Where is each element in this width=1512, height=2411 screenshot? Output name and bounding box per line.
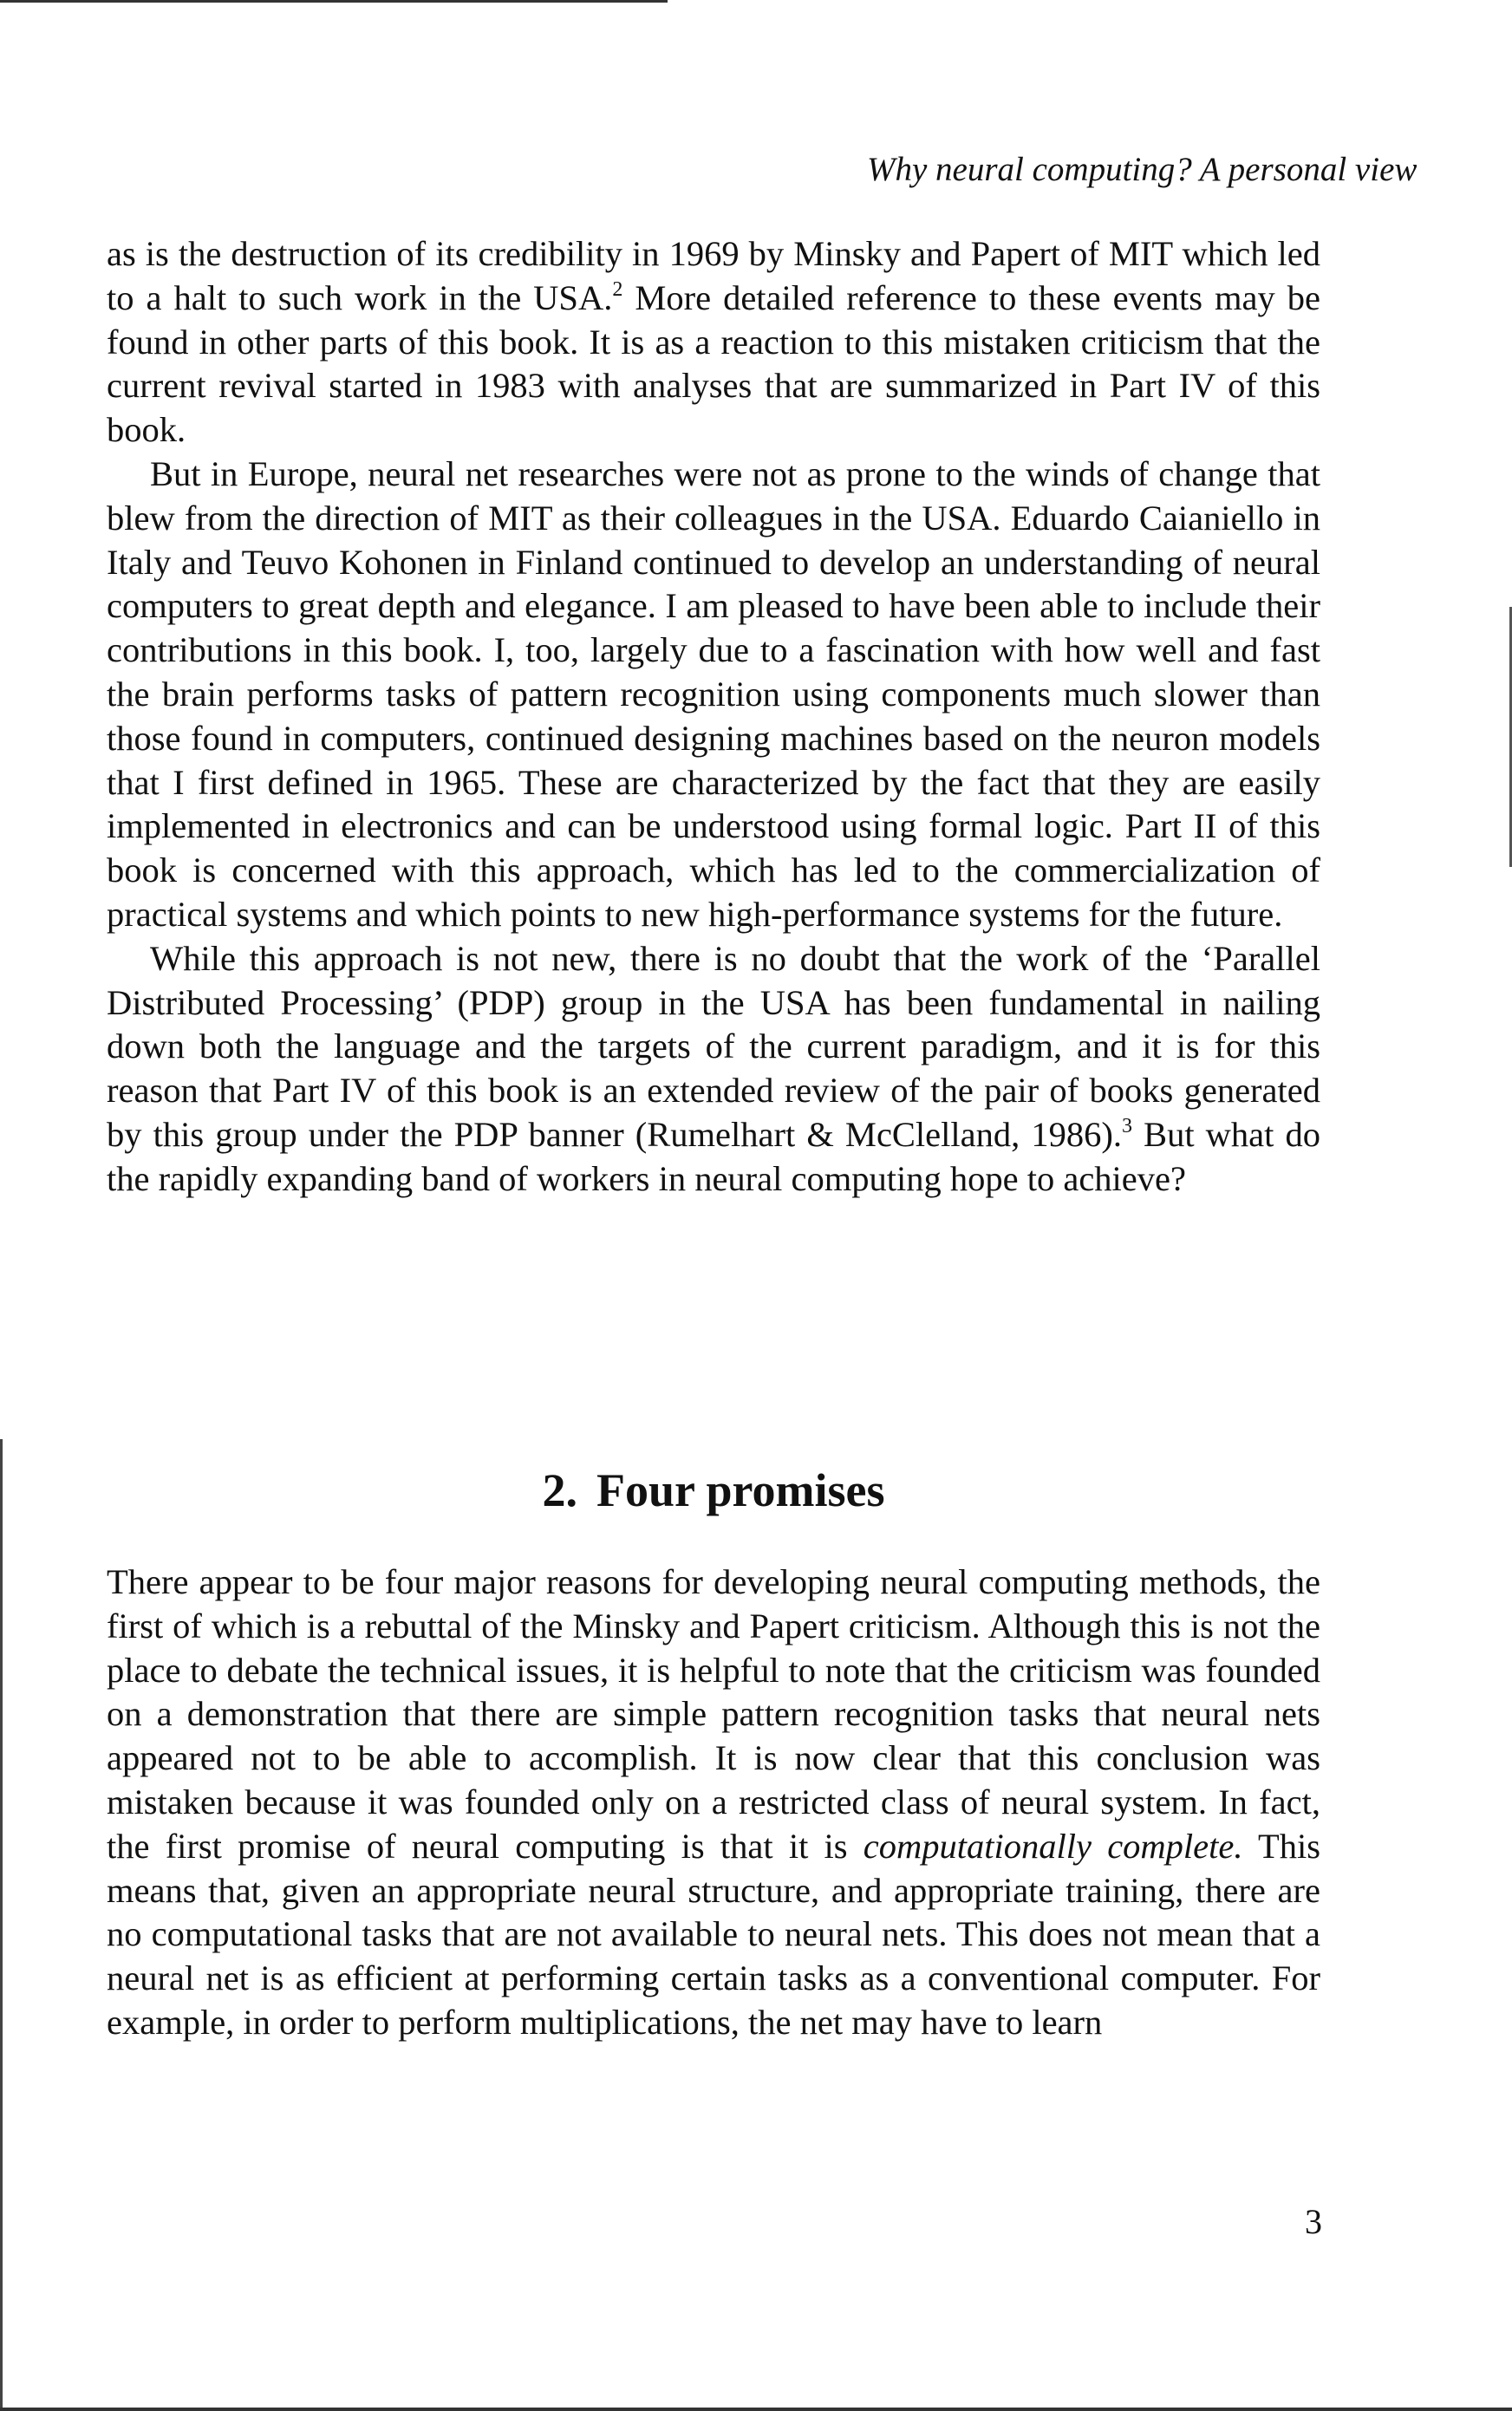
footnote-marker: 3 <box>1121 1114 1132 1137</box>
paragraph-text: More detailed reference to these events may be found in other parts of this book. It is as a reaction to this mistaken criticism that the current revival started in 1983 with analyses that are summarized in Part IV of this book. <box>107 277 1321 450</box>
footnote-marker: 2 <box>612 277 623 301</box>
paragraph-text: as is the destruction of its credibility in 1969 by Minsky and Papert of MIT which led to a halt to such work in the USA. <box>107 234 1320 317</box>
section-heading <box>107 1464 1320 1516</box>
scan-edge-left <box>0 1439 3 2411</box>
page-number: 3 <box>1305 2202 1322 2241</box>
running-head: Why neural computing? A personal view <box>867 151 1418 188</box>
section-number: 2. <box>542 1464 577 1516</box>
paragraph: But in Europe, neural net researches were not as prone to the winds of change that blew from the direction of MIT as their colleagues in the USA. Eduardo Caianiello in Italy and Teuvo Kohonen in Finland continued to develop an understanding of neural computers to great depth and elegance. I am pleased to have been able to include their contributions in this book. I, too, largely due to a fascination with how well and fast the brain performs tasks of pattern recognition using components much slower than those found in computers, continued designing machines based on the neuron models that I first defined in 1965. These are characterized by the fact that they are easily implemented in electronics and can be understood using formal logic. Part II of this book is concerned with this approach, which has led to the commercialization of practical systems and which points to new high-performance systems for the future. <box>107 453 1320 934</box>
scan-edge-top <box>0 0 668 3</box>
scan-edge-bottom <box>0 2408 1512 2411</box>
paragraph-text: This means that, given an appropriate neural structure, and appropriate training, there are no computational tasks that are not available to neural nets. This does not mean that a neural net is as efficient at performing certain tasks as a conventional computer. For example, in order to perform multiplications, the net may have to learn <box>107 1826 1320 2042</box>
paragraph <box>107 937 1320 1202</box>
paragraph <box>107 1561 1320 2045</box>
section-title: Four promises <box>596 1464 885 1516</box>
paragraph-text: While this approach is not new, there is no doubt that the work of the ‘Parallel Distributed Processing’ (PDP) group in the USA has been fundamental in nailing down both the language and the targets of the current paradigm, and it is for this reason that Part IV of this book is an extended review of the pair of books generated by this group under the PDP banner (Rumelhart & McClelland, 1986). <box>107 938 1320 1154</box>
paragraph-text: There appear to be four major reasons for developing neural computing methods, the first of which is a rebuttal of the Minsky and Papert criticism. Although this is not the place to debate the technical issues, it is helpful to note that the criticism was founded on a demonstration that there are simple pattern recognition tasks that neural nets appeared not to be able to accomplish. It is now clear that this conclusion was mistaken because it was founded only on a restricted class of neural system. In fact, the first promise of neural computing is that it is <box>107 1562 1320 1866</box>
body-text-bottom <box>107 1561 1320 2045</box>
body-text-top <box>107 232 1320 1202</box>
paragraph-text: But what do the rapidly expanding band of workers in neural computing hope to achieve? <box>107 1114 1320 1198</box>
emphasized-term: computationally complete. <box>863 1826 1243 1866</box>
paragraph <box>107 232 1320 453</box>
